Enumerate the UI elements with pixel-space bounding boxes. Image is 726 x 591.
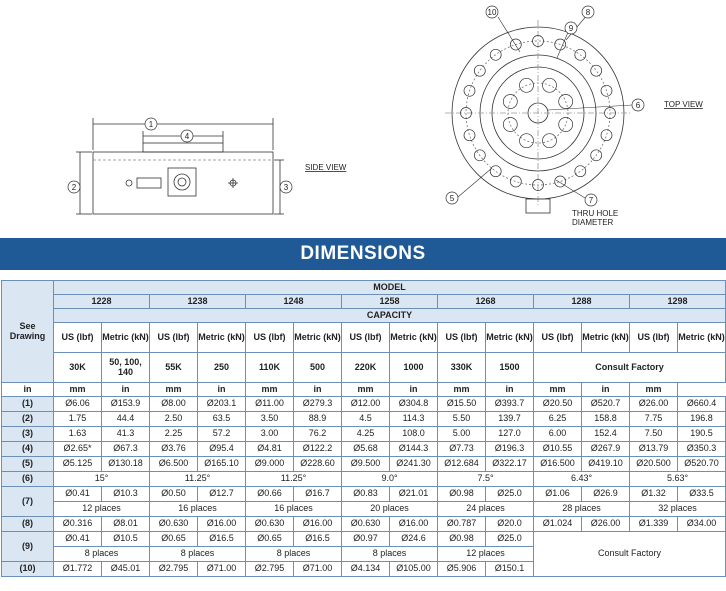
dimensions-table [1, 280, 726, 577]
table-cell: Ø20.50 [534, 397, 582, 412]
table-cell: Ø203.1 [198, 397, 246, 412]
table-cell: Ø0.316 [54, 517, 102, 532]
table-cell: Ø8.01 [102, 517, 150, 532]
units-metric: Metric (kN) [294, 323, 342, 353]
table-cell: Ø12.00 [342, 397, 390, 412]
table-cell: 127.0 [486, 427, 534, 442]
model-1238: 1238 [150, 295, 246, 309]
table-cell: Ø0.83 [342, 487, 390, 502]
table-cell: Ø4.134 [342, 562, 390, 577]
table-cell: Ø241.30 [390, 457, 438, 472]
table-cell: Ø0.630 [246, 517, 294, 532]
table-cell: Ø267.9 [582, 442, 630, 457]
table-cell: Ø1.339 [630, 517, 678, 532]
table-cell: Ø6.500 [150, 457, 198, 472]
table-cell: 3.50 [246, 412, 294, 427]
angle-cell: 11.25° [246, 472, 342, 487]
table-cell: Ø1.024 [534, 517, 582, 532]
unit-mm: mm [54, 383, 102, 397]
table-cell: Ø71.00 [198, 562, 246, 577]
capacity-value: 500 [294, 353, 342, 383]
table-cell: Ø150.1 [486, 562, 534, 577]
inner-hole [543, 134, 557, 148]
places-cell: 16 places [246, 502, 342, 517]
table-cell: Ø4.81 [246, 442, 294, 457]
table-cell: Ø0.787 [438, 517, 486, 532]
model-row [2, 295, 726, 309]
table-cell: Ø322.17 [486, 457, 534, 472]
table-cell: Ø16.00 [294, 517, 342, 532]
units-metric: Metric (kN) [582, 323, 630, 353]
table-cell: 88.9 [294, 412, 342, 427]
table-cell: 152.4 [582, 427, 630, 442]
model-1298: 1298 [630, 295, 726, 309]
table-cell: Ø122.2 [294, 442, 342, 457]
table-cell: Ø2.795 [150, 562, 198, 577]
table-cell: 196.8 [678, 412, 726, 427]
table-cell: Ø0.630 [150, 517, 198, 532]
places-cell: 8 places [54, 547, 150, 562]
table-cell: 6.25 [534, 412, 582, 427]
table-cell: 4.25 [342, 427, 390, 442]
side-view-callouts [68, 118, 292, 193]
table-cell: Ø0.97 [342, 532, 390, 547]
table-row [2, 487, 726, 502]
places-cell: 16 places [150, 502, 246, 517]
outer-hole [474, 65, 485, 76]
table-cell: Ø0.98 [438, 487, 486, 502]
table-cell: Ø16.00 [198, 517, 246, 532]
table-cell: 5.00 [438, 427, 486, 442]
row-label: (1) [2, 397, 54, 412]
model-header: MODEL [54, 281, 726, 295]
capacity-value: 30K [54, 353, 102, 383]
angle-cell: 7.5° [438, 472, 534, 487]
places-cell: 8 places [150, 547, 246, 562]
table-cell: Ø0.65 [150, 532, 198, 547]
table-cell: Ø144.3 [390, 442, 438, 457]
side-view-label: SIDE VIEW [305, 163, 347, 172]
table-cell: 3.00 [246, 427, 294, 442]
table-cell: Ø1.32 [630, 487, 678, 502]
row-label: (8) [2, 517, 54, 532]
table-cell: 158.8 [582, 412, 630, 427]
outer-hole [464, 130, 475, 141]
table-cell: Ø5.68 [342, 442, 390, 457]
units-metric: Metric (kN) [198, 323, 246, 353]
table-cell: Ø2.65* [54, 442, 102, 457]
table-cell: Ø16.7 [294, 487, 342, 502]
table-cell: Ø71.00 [294, 562, 342, 577]
table-cell: Ø26.00 [582, 517, 630, 532]
table-cell: 1.75 [54, 412, 102, 427]
table-cell: 76.2 [294, 427, 342, 442]
callout-8: 8 [585, 8, 591, 17]
unit-mm: mm [438, 383, 486, 397]
table-cell: Ø304.8 [390, 397, 438, 412]
outer-hole [555, 176, 566, 187]
capacity-value: 250 [198, 353, 246, 383]
places-cell: 8 places [246, 547, 342, 562]
callout-1: 1 [148, 120, 154, 129]
table-cell: Ø16.5 [294, 532, 342, 547]
units-us: US (lbf) [246, 323, 294, 353]
outer-hole [490, 166, 501, 177]
table-row [2, 412, 726, 427]
table-cell: Ø15.50 [438, 397, 486, 412]
table-cell: Ø105.00 [390, 562, 438, 577]
unit-mm: mm [150, 383, 198, 397]
table-cell: Ø9.000 [246, 457, 294, 472]
table-row [2, 472, 726, 487]
unit-label-row [2, 383, 726, 397]
table-row [2, 532, 726, 547]
unit-mm: mm [342, 383, 390, 397]
callout-3: 3 [283, 183, 289, 192]
units-us: US (lbf) [150, 323, 198, 353]
table-cell: Ø5.125 [54, 457, 102, 472]
capacity-value: 220K [342, 353, 390, 383]
callout-7: 7 [588, 196, 594, 205]
table-row [2, 502, 726, 517]
table-cell: Ø25.0 [486, 532, 534, 547]
units-metric: Metric (kN) [390, 323, 438, 353]
units-us: US (lbf) [342, 323, 390, 353]
table-cell: 7.50 [630, 427, 678, 442]
table-cell: Ø11.00 [246, 397, 294, 412]
outer-hole [601, 130, 612, 141]
dimension-drawing [0, 0, 726, 238]
callout-5: 5 [449, 194, 455, 203]
unit-in: in [2, 383, 54, 397]
table-cell: Ø0.50 [150, 487, 198, 502]
row-label: (5) [2, 457, 54, 472]
inner-hole [559, 118, 573, 132]
row-label: (9) [2, 532, 54, 562]
table-cell: 63.5 [198, 412, 246, 427]
table-cell: Ø12.7 [198, 487, 246, 502]
table-cell: Ø25.0 [486, 487, 534, 502]
thru-hole-label-2: DIAMETER [572, 218, 614, 227]
capacity-value: 50, 100, 140 [102, 353, 150, 383]
side-view-drawing [76, 118, 284, 214]
capacity-value: 330K [438, 353, 486, 383]
table-row [2, 457, 726, 472]
table-cell: Ø419.10 [582, 457, 630, 472]
table-cell: Ø10.3 [102, 487, 150, 502]
angle-cell: 15° [54, 472, 150, 487]
table-cell: Ø6.06 [54, 397, 102, 412]
unit-in: in [582, 383, 630, 397]
table-cell: Ø8.00 [150, 397, 198, 412]
model-1228: 1228 [54, 295, 150, 309]
dimensions-title: DIMENSIONS [300, 243, 426, 264]
unit-mm: mm [534, 383, 582, 397]
model-1268: 1268 [438, 295, 534, 309]
dimensions-banner [0, 238, 726, 270]
unit-in: in [294, 383, 342, 397]
table-cell: Ø279.3 [294, 397, 342, 412]
unit-in: in [390, 383, 438, 397]
units-metric: Metric (kN) [678, 323, 726, 353]
units-us: US (lbf) [438, 323, 486, 353]
table-row [2, 427, 726, 442]
table-cell: Ø21.01 [390, 487, 438, 502]
units-us: US (lbf) [534, 323, 582, 353]
table-cell: Ø520.7 [582, 397, 630, 412]
consult-factory-note: Consult Factory [534, 532, 726, 577]
table-row [2, 517, 726, 532]
table-cell: Ø45.01 [102, 562, 150, 577]
table-row [2, 397, 726, 412]
table-cell: 41.3 [102, 427, 150, 442]
table-cell: Ø660.4 [678, 397, 726, 412]
unit-in: in [198, 383, 246, 397]
table-cell: Ø16.00 [390, 517, 438, 532]
units-us: US (lbf) [54, 323, 102, 353]
table-cell: Ø130.18 [102, 457, 150, 472]
table-cell: 2.25 [150, 427, 198, 442]
angle-cell: 5.63° [630, 472, 726, 487]
row-label: (6) [2, 472, 54, 487]
callout-4: 4 [184, 132, 190, 141]
angle-cell: 6.43° [534, 472, 630, 487]
table-row [2, 442, 726, 457]
capacity-header: CAPACITY [54, 309, 726, 323]
places-cell: 28 places [534, 502, 630, 517]
places-cell: 12 places [438, 547, 534, 562]
table-cell: 190.5 [678, 427, 726, 442]
capacity-value: 1500 [486, 353, 534, 383]
table-cell: Ø1.06 [534, 487, 582, 502]
table-cell: Ø196.3 [486, 442, 534, 457]
callout-10: 10 [487, 8, 497, 17]
table-cell: Ø0.630 [342, 517, 390, 532]
row-label: (10) [2, 562, 54, 577]
table-cell: Ø0.65 [246, 532, 294, 547]
outer-hole [575, 49, 586, 60]
table-cell: 108.0 [390, 427, 438, 442]
table-cell: Ø520.70 [678, 457, 726, 472]
table-cell: Ø0.98 [438, 532, 486, 547]
table-cell: 114.3 [390, 412, 438, 427]
places-cell: 24 places [438, 502, 534, 517]
outer-hole [575, 166, 586, 177]
table-cell: 139.7 [486, 412, 534, 427]
unit-in: in [102, 383, 150, 397]
capacity-row [2, 353, 726, 383]
row-label: (7) [2, 487, 54, 517]
model-1248: 1248 [246, 295, 342, 309]
top-view-label: TOP VIEW [664, 100, 703, 109]
units-row [2, 323, 726, 353]
table-cell: Ø0.41 [54, 487, 102, 502]
capacity-value: 55K [150, 353, 198, 383]
row-label: (2) [2, 412, 54, 427]
capacity-value: 110K [246, 353, 294, 383]
unit-in: in [486, 383, 534, 397]
table-cell: Ø16.500 [534, 457, 582, 472]
units-metric: Metric (kN) [102, 323, 150, 353]
table-cell: Ø10.55 [534, 442, 582, 457]
table-cell: Ø1.772 [54, 562, 102, 577]
table-cell: Ø7.73 [438, 442, 486, 457]
table-cell: Ø16.5 [198, 532, 246, 547]
table-cell: 57.2 [198, 427, 246, 442]
model-1258: 1258 [342, 295, 438, 309]
inner-hole [520, 134, 534, 148]
table-cell: Ø20.500 [630, 457, 678, 472]
places-cell: 8 places [342, 547, 438, 562]
table-cell: Ø9.500 [342, 457, 390, 472]
table-cell: Ø165.10 [198, 457, 246, 472]
table-cell: 7.75 [630, 412, 678, 427]
table-cell: 2.50 [150, 412, 198, 427]
table-cell: 44.4 [102, 412, 150, 427]
outer-hole [510, 176, 521, 187]
see-drawing-header: See Drawing [2, 281, 54, 383]
consult-factory-note: Consult Factory [534, 353, 726, 383]
angle-cell: 11.25° [150, 472, 246, 487]
places-cell: 32 places [630, 502, 726, 517]
callout-9: 9 [568, 24, 574, 33]
angle-cell: 9.0° [342, 472, 438, 487]
table-cell: Ø10.5 [102, 532, 150, 547]
table-cell: Ø20.0 [486, 517, 534, 532]
table-cell: 5.50 [438, 412, 486, 427]
row-label: (4) [2, 442, 54, 457]
table-cell: Ø13.79 [630, 442, 678, 457]
table-cell: Ø33.5 [678, 487, 726, 502]
model-1288: 1288 [534, 295, 630, 309]
inner-hole [503, 118, 517, 132]
table-cell: Ø34.00 [678, 517, 726, 532]
capacity-value: 1000 [390, 353, 438, 383]
table-cell: Ø12.684 [438, 457, 486, 472]
table-cell: Ø26.00 [630, 397, 678, 412]
table-cell: 4.5 [342, 412, 390, 427]
table-cell: Ø5.906 [438, 562, 486, 577]
table-cell: Ø95.4 [198, 442, 246, 457]
row-label: (3) [2, 427, 54, 442]
unit-mm: mm [630, 383, 678, 397]
places-cell: 20 places [342, 502, 438, 517]
table-cell: 6.00 [534, 427, 582, 442]
table-cell: Ø0.66 [246, 487, 294, 502]
table-cell: Ø2.795 [246, 562, 294, 577]
table-cell: Ø0.41 [54, 532, 102, 547]
table-cell: Ø153.9 [102, 397, 150, 412]
outer-hole [591, 65, 602, 76]
thru-hole-label-1: THRU HOLE [572, 209, 619, 218]
callout-2: 2 [71, 183, 77, 192]
table-cell: Ø228.60 [294, 457, 342, 472]
table-cell: Ø350.3 [678, 442, 726, 457]
table-cell: Ø24.6 [390, 532, 438, 547]
table-cell: Ø3.76 [150, 442, 198, 457]
unit-mm: mm [246, 383, 294, 397]
places-cell: 12 places [54, 502, 150, 517]
table-cell: Ø26.9 [582, 487, 630, 502]
table-cell: Ø67.3 [102, 442, 150, 457]
callout-6: 6 [635, 101, 641, 110]
table-cell: Ø393.7 [486, 397, 534, 412]
table-cell: 1.63 [54, 427, 102, 442]
units-metric: Metric (kN) [486, 323, 534, 353]
units-us: US (lbf) [630, 323, 678, 353]
